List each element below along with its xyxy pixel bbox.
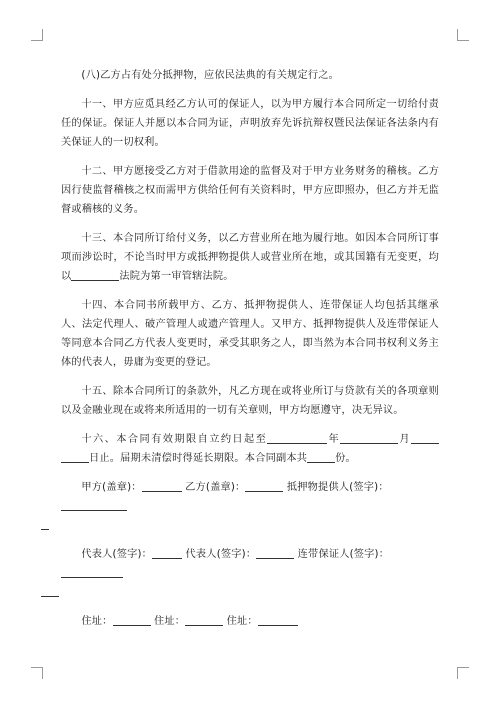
clause-13 [61, 229, 439, 286]
year-label: 年 [327, 434, 341, 445]
provider-sign-label: 抵押物提供人(签字)： [286, 482, 389, 493]
clause-8: (八)乙方占有处分抵押物，应依民法典的有关规定行之。 [81, 70, 340, 81]
crop-mark-top-right [457, 29, 469, 41]
address-3-blank[interactable] [258, 613, 298, 626]
address-1-blank[interactable] [113, 613, 151, 626]
clause-15: 十五、除本合同所订的条款外，凡乙方现在或将业所订与贷款有关的各项章则以及金融业现在或将来所适用的一切有关章则，甲方均愿遵守，决无异议。 [61, 386, 439, 416]
signature-row-3 [61, 612, 439, 631]
clause-13-text-end: 法院为第一审管辖法院。 [119, 271, 234, 282]
month-label: 月 [398, 434, 412, 445]
clause-14: 十四、本合同书所载甲方、乙方、抵押物提供人、连带保证人均包括其继承人、法定代理人、破产管理人或遗产管理人。又甲方、抵押物提供人及连带保证人等同意本合同乙方代表人变更时，承受其职务之人，即当然为本合同书权利义务主体的代表人，毋庸为变更的登记。 [61, 300, 439, 368]
year-blank[interactable] [267, 431, 327, 444]
guarantor-sign-blank-cont [41, 584, 59, 597]
crop-mark-top-left [31, 29, 43, 41]
day-blank-2[interactable] [61, 450, 89, 463]
clause-16 [61, 430, 439, 468]
copies-blank[interactable] [307, 450, 335, 463]
crop-mark-bottom-left [31, 667, 43, 679]
party-a-seal-blank[interactable] [142, 479, 182, 492]
rep2-sign-blank[interactable] [256, 546, 294, 559]
provider-sign-blank[interactable] [61, 498, 127, 511]
validity-day-text: 日止。届期未清偿时得延长期限。本合同副本共 [89, 453, 308, 464]
party-b-seal-blank[interactable] [245, 479, 283, 492]
copies-label: 份。 [335, 453, 356, 464]
guarantor-sign-blank[interactable] [61, 565, 123, 578]
day-blank[interactable] [411, 431, 439, 444]
blank-line [71, 268, 85, 281]
month-blank[interactable] [340, 431, 398, 444]
crop-mark-bottom-right [457, 667, 469, 679]
document-body [61, 66, 439, 641]
address-1-label: 住址： [81, 616, 113, 627]
address-3-label: 住址： [226, 616, 258, 627]
signature-row-2 [61, 545, 439, 602]
provider-sign-blank-cont [41, 517, 49, 530]
court-blank[interactable] [85, 268, 119, 281]
rep1-sign-label: 代表人(签字)： [81, 549, 153, 560]
address-2-blank[interactable] [185, 613, 223, 626]
validity-prefix: 十六、本合同有效期限自立约日起至 [81, 434, 268, 445]
clause-13-text: 十三、本合同所订给付义务，以乙方营业所在地为履行地。如因本合同所订事项而涉讼时，不论当时甲方或抵押物提供人或营业所在地，或其国籍有无变更，均以 [61, 233, 439, 282]
party-b-seal-label: 乙方(盖章)： [185, 482, 246, 493]
guarantor-sign-label: 连带保证人(签字)： [297, 549, 390, 560]
signature-row-1 [61, 478, 439, 535]
party-a-seal-label: 甲方(盖章)： [81, 482, 142, 493]
clause-12: 十二、甲方愿接受乙方对于借款用途的监督及对于甲方业务财务的稽核。乙方因行使监督稽核之权而需甲方供给任何有关资料时，甲方应即照办，但乙方并无监督或稽核的义务。 [61, 166, 439, 215]
rep1-sign-blank[interactable] [152, 546, 182, 559]
address-2-label: 住址： [154, 616, 186, 627]
clause-11: 十一、甲方应觅具经乙方认可的保证人，以为甲方履行本合同所定一切给付责任的保证。保证人并愿以本合同为证，声明放弃先诉抗辩权暨民法保证各法条内有关保证人的一切权利。 [61, 99, 439, 148]
rep2-sign-label: 代表人(签字)： [185, 549, 257, 560]
